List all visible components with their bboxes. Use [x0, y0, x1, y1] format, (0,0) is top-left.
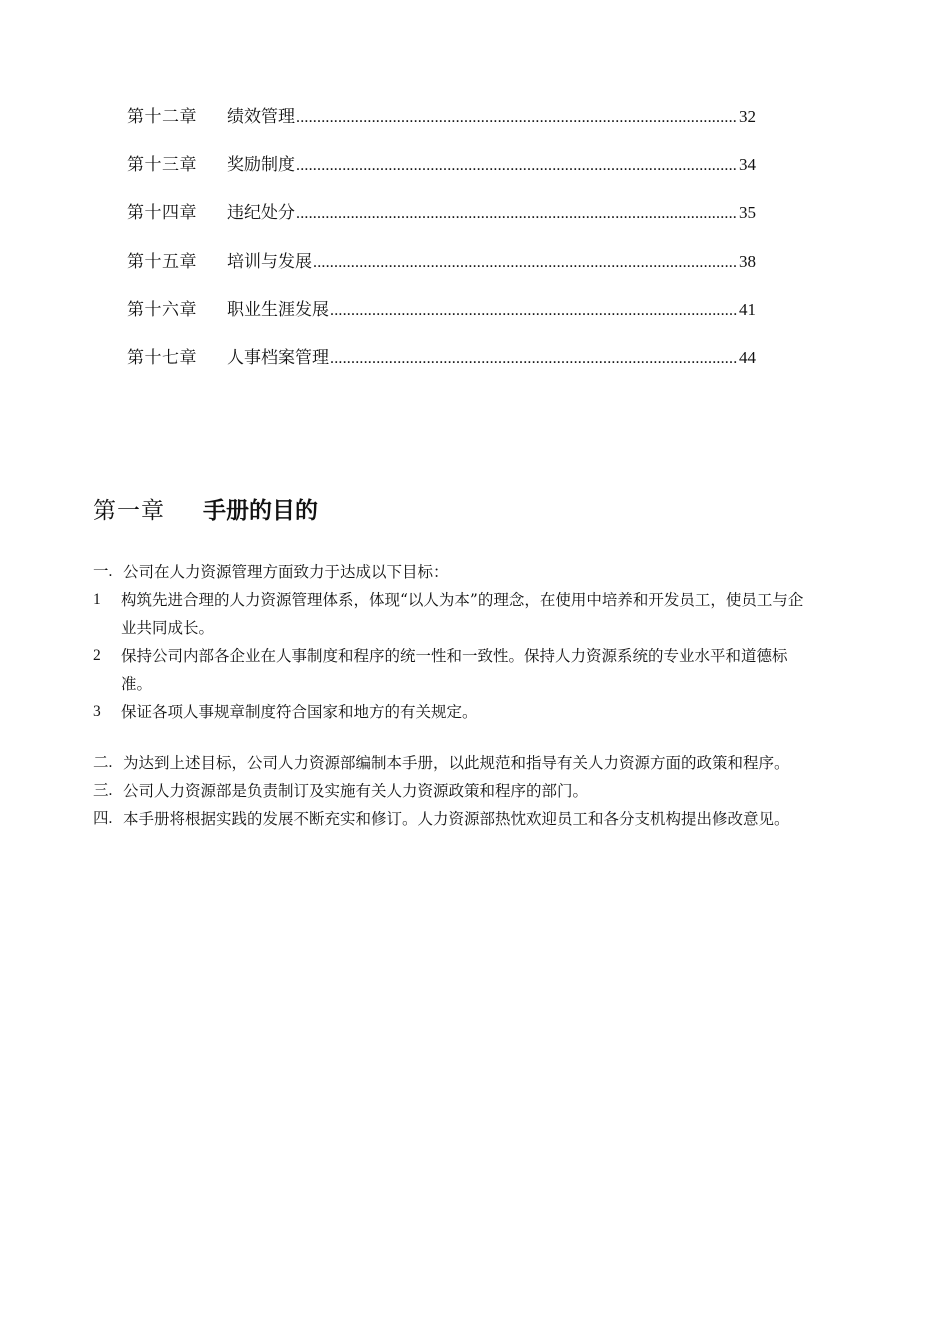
toc-dot-leader — [296, 103, 738, 133]
section-marker: 三. — [93, 782, 113, 799]
toc-dot-leader — [313, 248, 738, 278]
toc-dot-leader — [296, 199, 738, 229]
toc-chapter-number: 第十三章 — [127, 155, 197, 176]
toc-chapter-title: 职业生涯发展 — [227, 299, 329, 320]
section-marker: 一. — [93, 563, 113, 580]
toc-chapter-title: 奖励制度 — [227, 155, 295, 176]
section-text: 公司人力资源部是负责制订及实施有关人力资源政策和程序的部门。 — [123, 782, 589, 800]
toc-entry[interactable] — [127, 198, 756, 246]
goal-item — [93, 586, 813, 642]
toc-page-number: 32 — [739, 107, 756, 126]
chapter-heading — [93, 488, 318, 528]
chapter-body — [93, 558, 813, 833]
paragraph-spacer — [93, 726, 813, 749]
chapter-title: 手册的目的 — [203, 497, 318, 524]
toc-page-number: 38 — [739, 251, 756, 271]
section-item — [93, 777, 813, 805]
toc-page-number: 41 — [739, 299, 756, 319]
goal-number: 2 — [93, 647, 101, 664]
toc-page-number: 34 — [739, 155, 756, 175]
toc-chapter-title: 人事档案管理 — [227, 347, 329, 368]
toc-dot-leader — [330, 344, 738, 374]
toc-entry[interactable] — [127, 102, 756, 150]
toc-chapter-title: 违纪处分 — [227, 203, 295, 224]
toc-dot-leader — [296, 151, 738, 181]
goal-number: 1 — [93, 591, 101, 608]
toc-entry[interactable] — [127, 247, 756, 295]
goal-item — [93, 642, 813, 698]
goal-text: 保持公司内部各企业在人事制度和程序的统一性和一致性。保持人力资源系统的专业水平和道德标准。 — [121, 647, 788, 693]
toc-chapter-title: 绩效管理 — [227, 107, 295, 127]
toc-dot-leader — [330, 296, 738, 326]
toc-entry[interactable] — [127, 150, 756, 198]
toc-chapter-number: 第十六章 — [127, 299, 197, 320]
toc-page-number: 35 — [739, 203, 756, 223]
chapter-number: 第一章 — [93, 497, 165, 524]
goal-item — [93, 698, 813, 726]
toc-page-number: 44 — [739, 347, 756, 367]
toc-entry[interactable] — [127, 343, 756, 391]
toc-chapter-number: 第十七章 — [127, 347, 197, 368]
table-of-contents — [127, 102, 756, 391]
section-item — [93, 749, 813, 777]
section-text: 本手册将根据实践的发展不断充实和修订。人力资源部热忱欢迎员工和各分支机构提出修改意见。 — [123, 810, 790, 828]
section-text: 公司在人力资源管理方面致力于达成以下目标： — [123, 563, 449, 581]
goal-number: 3 — [93, 703, 101, 720]
section-text: 为达到上述目标，公司人力资源部编制本手册，以此规范和指导有关人力资源方面的政策和程序。 — [123, 754, 790, 772]
toc-chapter-number: 第十二章 — [127, 107, 197, 127]
goal-text: 保证各项人事规章制度符合国家和地方的有关规定。 — [121, 703, 478, 721]
toc-chapter-number: 第十四章 — [127, 203, 197, 224]
toc-entry[interactable] — [127, 295, 756, 343]
section-marker: 四. — [93, 810, 113, 827]
section-item — [93, 558, 813, 586]
toc-chapter-number: 第十五章 — [127, 251, 197, 272]
toc-chapter-title: 培训与发展 — [227, 251, 312, 272]
section-marker: 二. — [93, 754, 113, 771]
goal-text: 构筑先进合理的人力资源管理体系，体现“以人为本”的理念，在使用中培养和开发员工，使员工与企业共同成长。 — [121, 591, 804, 637]
section-item — [93, 805, 813, 833]
